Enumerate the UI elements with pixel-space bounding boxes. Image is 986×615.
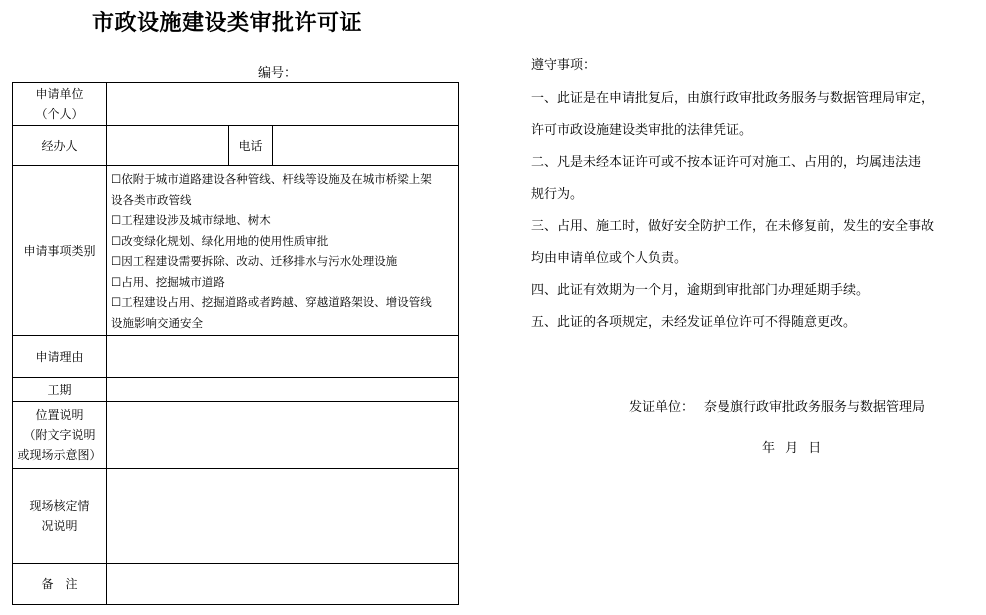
issuer-label: 发证单位： bbox=[629, 400, 695, 415]
number-label: 编号： bbox=[258, 66, 298, 81]
label-location: 位置说明 （附文字说明 或现场示意图） bbox=[13, 402, 107, 469]
category-option-line[interactable]: ☐因工程建设需要拆除、改动、迁移排水与污水处理设施 bbox=[111, 254, 398, 268]
rules-heading: 遵守事项： bbox=[531, 58, 597, 73]
field-site-verification[interactable] bbox=[107, 469, 459, 564]
row-remarks bbox=[13, 564, 459, 605]
field-phone[interactable] bbox=[273, 126, 459, 166]
issuer-name: 奈曼旗行政审批政务服务与数据管理局 bbox=[704, 400, 926, 415]
issue-date: 年 月 日 bbox=[762, 441, 822, 456]
rule-line: 许可市政设施建设类审批的法律凭证。 bbox=[531, 123, 753, 138]
row-period bbox=[13, 378, 459, 402]
issuer-line bbox=[629, 396, 925, 415]
category-option-line[interactable]: ☐依附于城市道路建设各种管线、杆线等设施及在城市桥梁上架 bbox=[111, 172, 432, 186]
category-option-line: 设施影响交通安全 bbox=[111, 315, 203, 330]
label-reason: 申请理由 bbox=[13, 336, 107, 378]
application-form-table bbox=[12, 82, 459, 605]
field-period[interactable] bbox=[107, 378, 459, 402]
rule-line: 三、占用、施工时，做好安全防护工作，在未修复前，发生的安全事故 bbox=[531, 219, 935, 234]
document-title: 市政设施建设类审批许可证 bbox=[92, 10, 363, 36]
label-category: 申请事项类别 bbox=[13, 166, 107, 336]
label-period: 工期 bbox=[13, 378, 107, 402]
row-applicant-unit bbox=[13, 83, 459, 126]
rule-line: 规行为。 bbox=[531, 187, 584, 202]
category-option-line[interactable]: ☐工程建设占用、挖掘道路或者跨越、穿越道路架设、增设管线 bbox=[111, 295, 432, 309]
rule-line: 二、凡是未经本证许可或不按本证许可对施工、占用的，均属违法违 bbox=[531, 155, 922, 170]
field-location[interactable] bbox=[107, 402, 459, 469]
category-option-line[interactable]: ☐工程建设涉及城市绿地、树木 bbox=[111, 213, 271, 227]
field-remarks[interactable] bbox=[107, 564, 459, 605]
field-handler[interactable] bbox=[107, 126, 229, 166]
category-option-line[interactable]: ☐改变绿化规划、绿化用地的使用性质审批 bbox=[111, 233, 329, 248]
label-remarks: 备 注 bbox=[13, 564, 107, 605]
label-site-verification: 现场核定情 况说明 bbox=[13, 469, 107, 564]
label-handler: 经办人 bbox=[13, 126, 107, 166]
label-phone: 电话 bbox=[229, 126, 273, 166]
field-applicant-unit[interactable] bbox=[107, 83, 459, 126]
rules-section bbox=[531, 54, 971, 339]
row-location bbox=[13, 402, 459, 469]
row-handler bbox=[13, 126, 459, 166]
row-reason bbox=[13, 336, 459, 378]
rule-line: 一、此证是在申请批复后，由旗行政审批政务服务与数据管理局审定， bbox=[531, 91, 935, 106]
rule-line: 四、此证有效期为一个月，逾期到审批部门办理延期手续。 bbox=[531, 283, 870, 298]
rule-line: 均由申请单位或个人负责。 bbox=[531, 251, 688, 266]
field-reason[interactable] bbox=[107, 336, 459, 378]
category-checklist bbox=[107, 166, 459, 336]
row-category bbox=[13, 166, 459, 336]
label-applicant-unit: 申请单位 （个人） bbox=[13, 83, 107, 126]
rule-line: 五、此证的各项规定，未经发证单位许可不得随意更改。 bbox=[531, 315, 857, 330]
category-option-line[interactable]: ☐占用、挖掘城市道路 bbox=[111, 274, 225, 289]
category-option-line: 设各类市政管线 bbox=[111, 192, 192, 207]
row-site-verification bbox=[13, 469, 459, 564]
